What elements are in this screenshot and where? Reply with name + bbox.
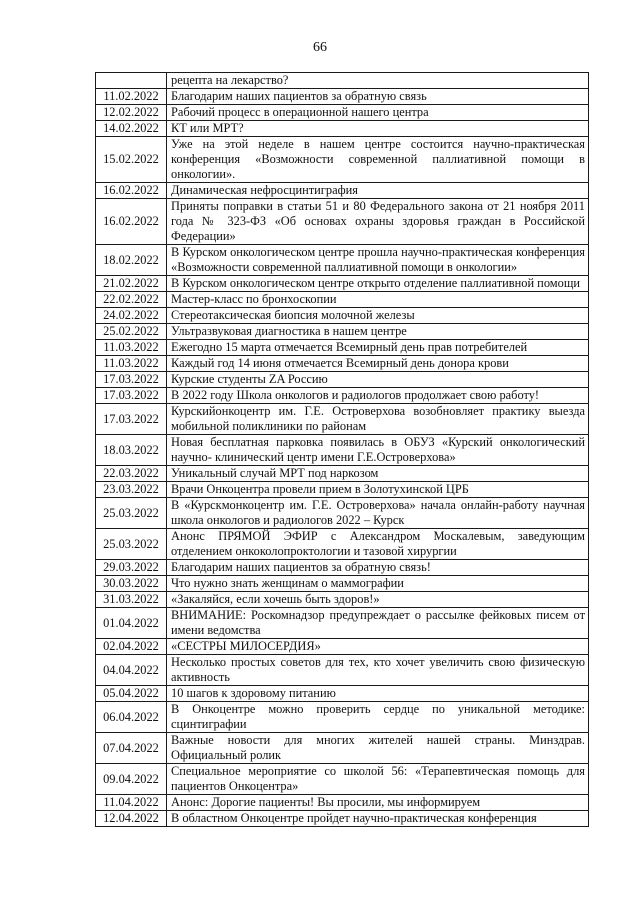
table-row	[96, 764, 589, 795]
table-row	[96, 576, 589, 592]
row-date: 12.02.2022	[96, 105, 167, 121]
row-date: 18.03.2022	[96, 435, 167, 466]
row-title: В областном Онкоцентре пройдет научно-практическая конференция	[167, 811, 589, 827]
row-date: 22.02.2022	[96, 292, 167, 308]
row-date: 01.04.2022	[96, 608, 167, 639]
row-title: Ежегодно 15 марта отмечается Всемирный день прав потребителей	[167, 340, 589, 356]
row-title: Приняты поправки в статьи 51 и 80 Федерального закона от 21 ноября 2011 года № 323-ФЗ «Об основах охраны здоровья граждан в Российской Федерации»	[167, 199, 589, 245]
table-row	[96, 356, 589, 372]
table-row	[96, 292, 589, 308]
table-row	[96, 702, 589, 733]
row-date: 12.04.2022	[96, 811, 167, 827]
row-title: «СЕСТРЫ МИЛОСЕРДИЯ»	[167, 639, 589, 655]
row-title: Динамическая нефросцинтиграфия	[167, 183, 589, 199]
table-row	[96, 89, 589, 105]
table-row	[96, 245, 589, 276]
row-date: 02.04.2022	[96, 639, 167, 655]
publications-table	[95, 72, 589, 827]
row-title: Несколько простых советов для тех, кто хочет увеличить свою физическую активность	[167, 655, 589, 686]
table-row	[96, 811, 589, 827]
page-number: 66	[313, 40, 327, 55]
row-title: Уже на этой неделе в нашем центре состоится научно-практическая конференция «Возможности современной паллиативной помощи в онкологии».	[167, 137, 589, 183]
row-title: Важные новости для многих жителей нашей страны. Минздрав. Официальный ролик	[167, 733, 589, 764]
row-title: ВНИМАНИЕ: Роскомнадзор предупреждает о рассылке фейковых писем от имени ведомства	[167, 608, 589, 639]
row-date: 17.03.2022	[96, 372, 167, 388]
row-title: Каждый год 14 июня отмечается Всемирный день донора крови	[167, 356, 589, 372]
table-row	[96, 686, 589, 702]
table-row	[96, 608, 589, 639]
row-date: 14.02.2022	[96, 121, 167, 137]
row-title: Курские студенты ZA Россию	[167, 372, 589, 388]
row-title: В 2022 году Школа онкологов и радиологов продолжает свою работу!	[167, 388, 589, 404]
row-date: 29.03.2022	[96, 560, 167, 576]
row-title: В «Курскмонкоцентр им. Г.Е. Островерхова» начала онлайн-работу научная школа онкологов и радиологов 2022 – Курск	[167, 498, 589, 529]
row-title: Благодарим наших пациентов за обратную связь!	[167, 560, 589, 576]
row-title: Анонс: Дорогие пациенты! Вы просили, мы информируем	[167, 795, 589, 811]
row-title: Специальное мероприятие со школой 56: «Терапевтическая помощь для пациентов Онкоцентра»	[167, 764, 589, 795]
row-date: 11.02.2022	[96, 89, 167, 105]
table-row	[96, 482, 589, 498]
table-row	[96, 404, 589, 435]
row-date: 11.04.2022	[96, 795, 167, 811]
table-row	[96, 372, 589, 388]
row-title: Уникальный случай МРТ под наркозом	[167, 466, 589, 482]
row-title: В Курском онкологическом центре прошла научно-практическая конференция «Возможности современной паллиативной помощи в онкологии»	[167, 245, 589, 276]
row-title: Мастер-класс по бронхоскопии	[167, 292, 589, 308]
table-row	[96, 466, 589, 482]
table-row	[96, 105, 589, 121]
row-title: Врачи Онкоцентра провели прием в Золотухинской ЦРБ	[167, 482, 589, 498]
row-title: В Курском онкологическом центре открыто отделение паллиативной помощи	[167, 276, 589, 292]
row-title: Новая бесплатная парковка появилась в ОБУЗ «Курский онкологический научно- клинический центр имени Г.Е.Островерхова»	[167, 435, 589, 466]
row-date: 18.02.2022	[96, 245, 167, 276]
table-row	[96, 137, 589, 183]
row-title: «Закаляйся, если хочешь быть здоров!»	[167, 592, 589, 608]
row-date: 16.02.2022	[96, 183, 167, 199]
row-date: 22.03.2022	[96, 466, 167, 482]
row-title: Курскийонкоцентр им. Г.Е. Островерхова возобновляет практику выезда мобильной поликлиники по районам	[167, 404, 589, 435]
table-row	[96, 639, 589, 655]
row-title: КТ или МРТ?	[167, 121, 589, 137]
table-body	[96, 73, 589, 827]
row-date: 15.02.2022	[96, 137, 167, 183]
row-title: В Онкоцентре можно проверить сердце по уникальной методике: сцинтиграфии	[167, 702, 589, 733]
row-title: рецепта на лекарство?	[167, 73, 589, 89]
row-title: Стереотаксическая биопсия молочной железы	[167, 308, 589, 324]
row-date: 04.04.2022	[96, 655, 167, 686]
row-date: 09.04.2022	[96, 764, 167, 795]
row-title: Ультразвуковая диагностика в нашем центре	[167, 324, 589, 340]
table-row	[96, 388, 589, 404]
row-date: 11.03.2022	[96, 356, 167, 372]
row-title: 10 шагов к здоровому питанию	[167, 686, 589, 702]
table-row	[96, 199, 589, 245]
table-row	[96, 733, 589, 764]
row-date: 23.03.2022	[96, 482, 167, 498]
row-title: Рабочий процесс в операционной нашего центра	[167, 105, 589, 121]
row-date: 16.02.2022	[96, 199, 167, 245]
row-date: 17.03.2022	[96, 404, 167, 435]
row-title: Благодарим наших пациентов за обратную связь	[167, 89, 589, 105]
row-title: Анонс ПРЯМОЙ ЭФИР с Александром Москалевым, заведующим отделением онкоколопроктологии и тазовой хирургии	[167, 529, 589, 560]
table-row	[96, 183, 589, 199]
row-date: 06.04.2022	[96, 702, 167, 733]
row-date: 25.03.2022	[96, 529, 167, 560]
table-row	[96, 655, 589, 686]
table-row	[96, 121, 589, 137]
table-row	[96, 308, 589, 324]
table-row	[96, 529, 589, 560]
row-date: 31.03.2022	[96, 592, 167, 608]
row-date	[96, 73, 167, 89]
table-row	[96, 795, 589, 811]
row-date: 05.04.2022	[96, 686, 167, 702]
table-row	[96, 560, 589, 576]
table-row	[96, 592, 589, 608]
row-date: 11.03.2022	[96, 340, 167, 356]
table-row	[96, 324, 589, 340]
row-date: 21.02.2022	[96, 276, 167, 292]
row-date: 25.03.2022	[96, 498, 167, 529]
row-title: Что нужно знать женщинам о маммографии	[167, 576, 589, 592]
table-row	[96, 435, 589, 466]
table-row	[96, 340, 589, 356]
table-row	[96, 73, 589, 89]
row-date: 07.04.2022	[96, 733, 167, 764]
table-row	[96, 498, 589, 529]
row-date: 25.02.2022	[96, 324, 167, 340]
row-date: 17.03.2022	[96, 388, 167, 404]
table-row	[96, 276, 589, 292]
row-date: 30.03.2022	[96, 576, 167, 592]
row-date: 24.02.2022	[96, 308, 167, 324]
